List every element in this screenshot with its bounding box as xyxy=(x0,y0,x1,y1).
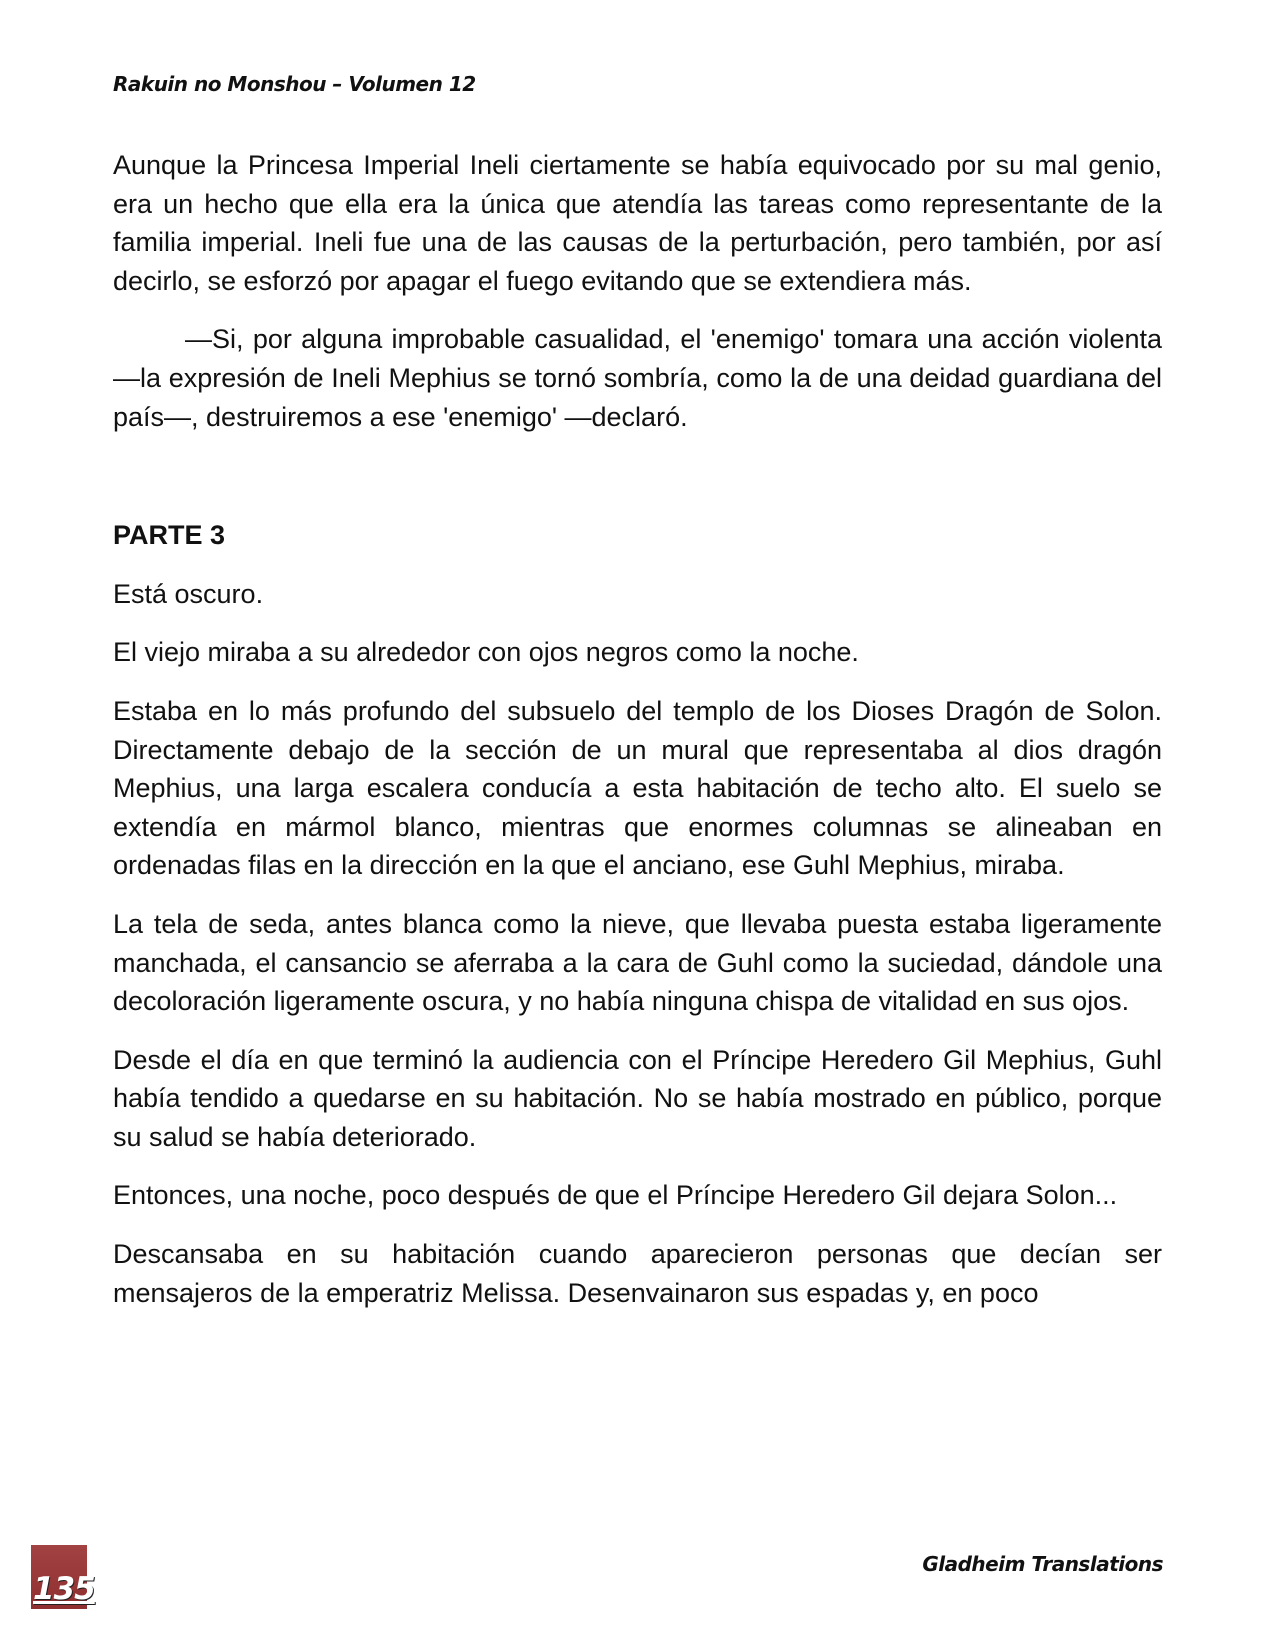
paragraph: El viejo miraba a su alrededor con ojos negros como la noche. xyxy=(113,637,859,668)
paragraph: Descansaba en su habitación cuando aparecieron personas que decían ser mensajeros de la emperatriz Melissa. Desenvainaron sus espadas y, en poco xyxy=(113,1239,1162,1308)
paragraph: Entonces, una noche, poco después de que el Príncipe Heredero Gil dejara Solon... xyxy=(113,1180,1118,1211)
paragraph: La tela de seda, antes blanca como la nieve, que llevaba puesta estaba ligeramente manchada, el cansancio se aferraba a la cara de Guhl como la suciedad, dándole una decoloración ligeramente oscura, y no había ninguna chispa de vitalidad en sus ojos. xyxy=(113,908,1162,1017)
paragraph: Desde el día en que terminó la audiencia con el Príncipe Heredero Gil Mephius, Guhl había tendido a quedarse en su habitación. No se había mostrado en público, porque su salud se había deteriorado. xyxy=(113,1044,1162,1152)
dialogue-paragraph: —Si, por alguna improbable casualidad, el 'enemigo' tomara una acción violenta —la expresión de Ineli Mephius se tornó sombría, como la de una deidad guardiana del país—, destruiremos a ese 'enemigo' —declaró. xyxy=(113,324,1162,432)
footer-credit: Gladheim Translations xyxy=(922,1552,1163,1576)
section-heading: PARTE 3 xyxy=(113,520,226,551)
paragraph: Está oscuro. xyxy=(113,578,264,609)
document-body xyxy=(113,146,1162,1332)
page-number: 135 xyxy=(33,1571,95,1607)
paragraph: Aunque la Princesa Imperial Ineli ciertamente se había equivocado por su mal genio, era un hecho que ella era la única que atendía las tareas como representante de la familia imperial. Ineli fue una de las causas de la perturbación, pero también, por así decirlo, se esforzó por apagar el fuego evitando que se extendiera más. xyxy=(113,150,1162,296)
running-header: Rakuin no Monshou – Volumen 12 xyxy=(113,72,476,96)
paragraph: Estaba en lo más profundo del subsuelo del templo de los Dioses Dragón de Solon. Directamente debajo de la sección de un mural que representaba al dios dragón Mephius, una larga escalera conducía a esta habitación de techo alto. El suelo se extendía en mármol blanco, mientras que enormes columnas se alineaban en ordenadas filas en la dirección en la que el anciano, ese Guhl Mephius, miraba. xyxy=(113,695,1162,881)
